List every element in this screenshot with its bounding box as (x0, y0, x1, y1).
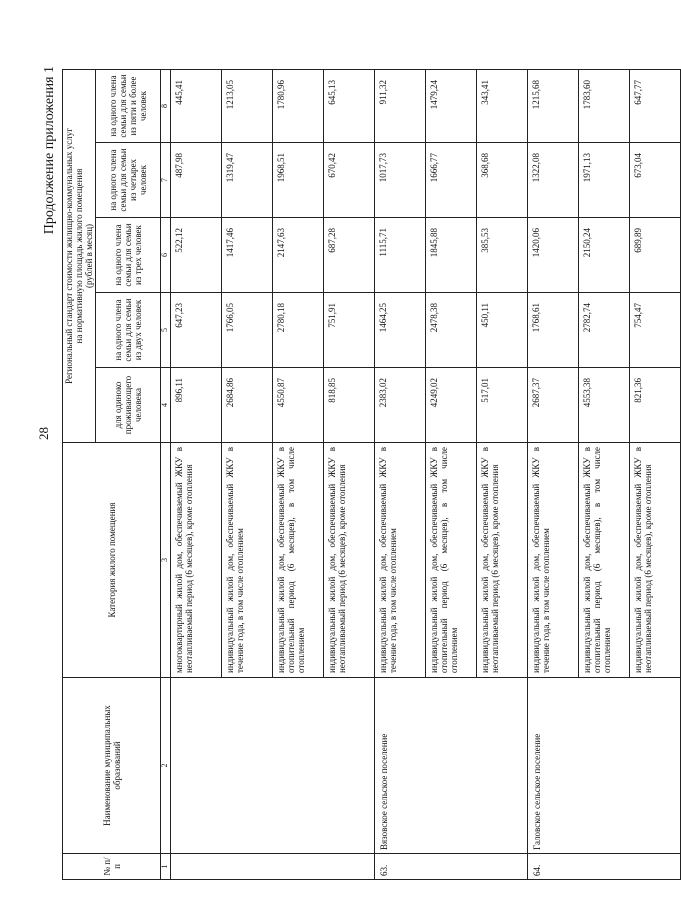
table-row (375, 69, 426, 879)
value-family-3: 1845,88 (426, 218, 477, 293)
value-family-5plus: 1479,24 (426, 69, 477, 142)
value-family-3: 1115,71 (375, 218, 426, 293)
header-category: Категория жилого помещения (63, 443, 161, 678)
column-index: 4 (161, 368, 171, 443)
header-family-4: на одного члена семьи для семьи из четырех человек (96, 143, 161, 218)
column-index: 6 (161, 218, 171, 293)
header-family-3: на одного члена семьи для семьи из трех человек (96, 218, 161, 293)
housing-cost-standard-table (62, 69, 681, 880)
value-family-3: 1420,06 (528, 218, 579, 293)
value-family-2: 2478,38 (426, 293, 477, 368)
header-row (63, 69, 96, 879)
value-family-3: 2147,63 (273, 218, 324, 293)
column-index: 5 (161, 293, 171, 368)
housing-category: индивидуальный жилой дом, обеспечиваемый ЖКУ в отопительный период (6 месяцев), в том числе отоплением (579, 443, 630, 678)
housing-category: индивидуальный жилой дом, обеспечиваемый ЖКУ в течение года, в том числе отоплением (528, 443, 579, 678)
value-family-2: 754,47 (630, 293, 681, 368)
value-family-3: 2150,24 (579, 218, 630, 293)
value-single: 4553,38 (579, 368, 630, 443)
value-family-4: 1666,77 (426, 143, 477, 218)
column-index: 7 (161, 143, 171, 218)
value-single: 821,36 (630, 368, 681, 443)
row-number: 63. (375, 854, 528, 880)
value-family-5plus: 445,41 (171, 69, 222, 142)
municipality-name (171, 678, 375, 854)
housing-category: многоквартирный жилой дом, обеспечиваемый ЖКУ в неотапливаемый период (6 месяцев), кроме отопления (171, 443, 222, 678)
housing-category: индивидуальный жилой дом, обеспечиваемый ЖКУ в отопительный период (6 месяцев), в том числе отоплением (273, 443, 324, 678)
housing-category: индивидуальный жилой дом, обеспечиваемый ЖКУ в течение года, в том числе отоплением (222, 443, 273, 678)
value-family-5plus: 1780,96 (273, 69, 324, 142)
value-family-2: 2780,18 (273, 293, 324, 368)
value-family-5plus: 1215,68 (528, 69, 579, 142)
value-family-3: 687,28 (324, 218, 375, 293)
header-family-2: на одного члена семьи для семьи из двух человек (96, 293, 161, 368)
column-index: 3 (161, 443, 171, 678)
value-family-2: 751,91 (324, 293, 375, 368)
value-single: 4249,02 (426, 368, 477, 443)
value-family-4: 1319,47 (222, 143, 273, 218)
value-family-4: 1968,51 (273, 143, 324, 218)
value-single: 4550,87 (273, 368, 324, 443)
value-single: 896,11 (171, 368, 222, 443)
value-single: 2383,02 (375, 368, 426, 443)
housing-category: индивидуальный жилой дом, обеспечиваемый ЖКУ в неотапливаемый период (6 месяцев), кроме отопления (324, 443, 375, 678)
header-standard-line3: (рублей в месяц) (84, 223, 95, 289)
value-family-5plus: 1783,60 (579, 69, 630, 142)
value-family-4: 487,98 (171, 143, 222, 218)
header-family-5plus: на одного члена семьи для семьи из пяти и более человек (96, 69, 161, 142)
value-family-5plus: 343,41 (477, 69, 528, 142)
value-family-3: 522,12 (171, 218, 222, 293)
value-family-5plus: 645,13 (324, 69, 375, 142)
value-family-5plus: 1213,05 (222, 69, 273, 142)
value-family-4: 673,04 (630, 143, 681, 218)
value-family-5plus: 647,77 (630, 69, 681, 142)
value-family-4: 1971,13 (579, 143, 630, 218)
header-standard (63, 69, 96, 442)
value-family-5plus: 911,32 (375, 69, 426, 142)
value-family-2: 1464,25 (375, 293, 426, 368)
value-family-2: 450,11 (477, 293, 528, 368)
value-family-4: 1322,08 (528, 143, 579, 218)
rotated-page-content (40, 60, 654, 880)
column-index: 1 (161, 854, 171, 880)
column-index: 8 (161, 69, 171, 142)
appendix-title: Продолжение приложения 1 (42, 66, 57, 235)
page-number: 28 (36, 427, 51, 440)
housing-category: индивидуальный жилой дом, обеспечиваемый ЖКУ в течение года, в том числе отоплением (375, 443, 426, 678)
row-number: 64. (528, 854, 681, 880)
header-single: для одиноко проживающего человека (96, 368, 161, 443)
municipality-name: Вязовское сельское поселение (375, 678, 528, 854)
municipality-name: Галовское сельское поселение (528, 678, 681, 854)
housing-category: индивидуальный жилой дом, обеспечиваемый ЖКУ в неотапливаемый период (6 месяцев), кроме отопления (630, 443, 681, 678)
row-number (171, 854, 375, 880)
value-family-2: 1768,61 (528, 293, 579, 368)
housing-category: индивидуальный жилой дом, обеспечиваемый ЖКУ в отопительный период (6 месяцев), в том числе отоплением (426, 443, 477, 678)
value-single: 517,01 (477, 368, 528, 443)
value-family-4: 670,42 (324, 143, 375, 218)
housing-category: индивидуальный жилой дом, обеспечиваемый ЖКУ в неотапливаемый период (6 месяцев), кроме отопления (477, 443, 528, 678)
value-family-3: 689,89 (630, 218, 681, 293)
header-municipality: Наименование муниципальных образований (63, 678, 161, 854)
value-single: 818,85 (324, 368, 375, 443)
value-family-4: 368,68 (477, 143, 528, 218)
value-family-2: 647,23 (171, 293, 222, 368)
header-no: № п/п (63, 854, 161, 880)
header-standard-line1: Региональный стандарт стоимости жилищно-коммунальных услуг (64, 128, 74, 384)
column-index: 2 (161, 678, 171, 854)
value-family-2: 2782,74 (579, 293, 630, 368)
value-family-3: 1417,46 (222, 218, 273, 293)
value-single: 2684,86 (222, 368, 273, 443)
column-index-row (161, 69, 171, 879)
value-family-4: 1017,73 (375, 143, 426, 218)
header-standard-line2: на нормативную площадь жилого помещения (74, 168, 85, 344)
value-family-3: 385,53 (477, 218, 528, 293)
table-row (528, 69, 579, 879)
table-row (171, 69, 222, 879)
value-family-2: 1766,05 (222, 293, 273, 368)
value-single: 2687,37 (528, 368, 579, 443)
